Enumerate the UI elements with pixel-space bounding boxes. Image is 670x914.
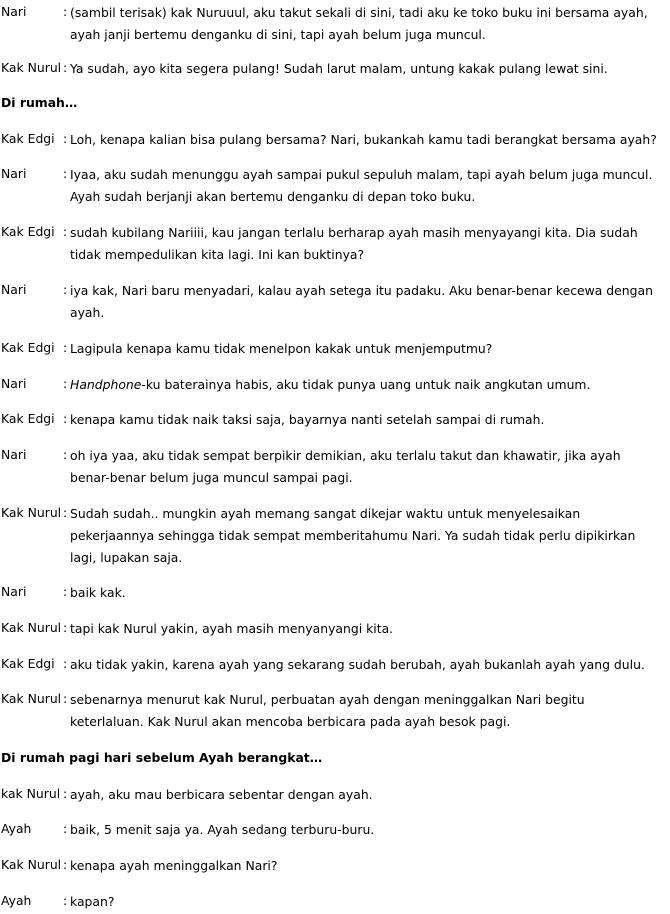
scene-heading: Di rumah… xyxy=(1,95,78,110)
dialogue-line: baik kak. xyxy=(70,585,126,600)
dialogue-text xyxy=(70,222,666,266)
dialogue-line: ayah janji bertemu denganku di sini, tapi ayah belum juga muncul. xyxy=(70,27,486,42)
dialogue-line: Ya sudah, ayo kita segera pulang! Sudah larut malam, untung kakak pulang lewat sini. xyxy=(70,61,608,76)
colon: : xyxy=(63,340,68,355)
dialogue-line: Lagipula kenapa kamu tidak menelpon kakak untuk menjemputmu? xyxy=(70,341,493,356)
speaker-name: Nari xyxy=(1,4,27,19)
speaker-name: Nari xyxy=(1,584,27,599)
colon: : xyxy=(63,4,68,19)
dialogue-text xyxy=(70,2,666,46)
dialogue-line: oh iya yaa, aku tidak sempat berpikir demikian, aku terlalu takut dan khawatir, jika ayah xyxy=(70,448,621,463)
dialogue-text xyxy=(70,582,666,604)
dialogue-text xyxy=(70,338,666,360)
dialogue-text xyxy=(70,855,666,877)
speaker-name: Kak Nurul xyxy=(1,857,62,872)
dialogue-line: (sambil terisak) kak Nuruuul, aku takut sekali di sini, tadi aku ke toko buku ini bersama ayah, xyxy=(70,5,648,20)
speaker-name: kak Nurul xyxy=(1,786,61,801)
dialogue-line: kapan? xyxy=(70,894,115,909)
speaker-name: Kak Edgi xyxy=(1,656,55,671)
speaker-name: Kak Nurul xyxy=(1,691,62,706)
colon: : xyxy=(63,584,68,599)
dialogue-text xyxy=(70,374,666,396)
dialogue-line: Loh, kenapa kalian bisa pulang bersama? Nari, bukankah kamu tadi berangkat bersama ayah? xyxy=(70,132,657,147)
dialogue-text xyxy=(70,819,666,841)
dialogue-text xyxy=(70,784,666,806)
dialogue-line: tidak mempedulikan kita lagi. Ini kan buktinya? xyxy=(70,247,365,262)
italic-word: Handphone xyxy=(70,377,142,392)
speaker-name: Kak Edgi xyxy=(1,224,55,239)
colon: : xyxy=(63,166,68,181)
dialogue-line: sudah kubilang Nariiii, kau jangan terlalu berharap ayah masih menyayangi kita. Dia sudah xyxy=(70,225,638,240)
colon: : xyxy=(63,893,68,908)
colon: : xyxy=(63,376,68,391)
speaker-name: Ayah xyxy=(1,821,32,836)
dialogue-line: lagi, lupakan saja. xyxy=(70,550,183,565)
speaker-name: Nari xyxy=(1,282,27,297)
speaker-name: Kak Edgi xyxy=(1,340,55,355)
dialogue-line-rest: -ku baterainya habis, aku tidak punya uang untuk naik angkutan umum. xyxy=(141,377,591,392)
dialogue-text xyxy=(70,409,666,431)
speaker-name: Kak Edgi xyxy=(1,411,55,426)
dialogue-line: Ayah sudah berjanji akan bertemu denganku di depan toko buku. xyxy=(70,189,476,204)
scene-heading: Di rumah pagi hari sebelum Ayah berangkat… xyxy=(1,750,323,765)
dialogue-line: pekerjaannya sehingga tidak sempat memberitahumu Nari. Ya sudah tidak perlu dipikirkan xyxy=(70,528,636,543)
dialogue-line: Iyaa, aku sudah menunggu ayah sampai pukul sepuluh malam, tapi ayah belum juga muncul. xyxy=(70,167,653,182)
colon: : xyxy=(63,447,68,462)
dialogue-text xyxy=(70,58,666,80)
colon: : xyxy=(63,505,68,520)
dialogue-line: sebenarnya menurut kak Nurul, perbuatan ayah dengan meninggalkan Nari begitu xyxy=(70,692,585,707)
dialogue-text xyxy=(70,164,666,208)
speaker-name: Kak Nurul xyxy=(1,505,62,520)
speaker-name: Nari xyxy=(1,166,27,181)
colon: : xyxy=(63,656,68,671)
colon: : xyxy=(63,821,68,836)
colon: : xyxy=(63,411,68,426)
colon: : xyxy=(63,224,68,239)
dialogue-line: ayah, aku mau berbicara sebentar dengan ayah. xyxy=(70,787,373,802)
dialogue-line: kenapa ayah meninggalkan Nari? xyxy=(70,858,278,873)
dialogue-line: Sudah sudah.. mungkin ayah memang sangat dikejar waktu untuk menyelesaikan xyxy=(70,506,581,521)
dialogue-line: aku tidak yakin, karena ayah yang sekarang sudah berubah, ayah bukanlah ayah yang dulu. xyxy=(70,657,645,672)
dialogue-text xyxy=(70,891,666,913)
dialogue-text xyxy=(70,445,666,489)
colon: : xyxy=(63,282,68,297)
speaker-name: Kak Nurul xyxy=(1,620,62,635)
colon: : xyxy=(63,60,68,75)
dialogue-line: ayah. xyxy=(70,305,105,320)
colon: : xyxy=(63,131,68,146)
dialogue-text xyxy=(70,280,666,324)
dialogue-line: baik, 5 menit saja ya. Ayah sedang terburu-buru. xyxy=(70,822,375,837)
dialogue-line: kenapa kamu tidak naik taksi saja, bayarnya nanti setelah sampai di rumah. xyxy=(70,412,545,427)
speaker-name: Nari xyxy=(1,376,27,391)
colon: : xyxy=(63,691,68,706)
dialogue-text xyxy=(70,618,666,640)
colon: : xyxy=(63,620,68,635)
dialogue-text xyxy=(70,654,666,676)
dialogue-line: tapi kak Nurul yakin, ayah masih menyanyangi kita. xyxy=(70,621,394,636)
speaker-name: Kak Nurul xyxy=(1,60,62,75)
dialogue-line: benar-benar belum juga muncul sampai pagi. xyxy=(70,470,353,485)
dialogue-line: iya kak, Nari baru menyadari, kalau ayah setega itu padaku. Aku benar-benar kecewa dengan xyxy=(70,283,653,298)
speaker-name: Ayah xyxy=(1,893,32,908)
dialogue-text xyxy=(70,503,666,569)
dialogue-line: keterlaluan. Kak Nurul akan mencoba berbicara pada ayah besok pagi. xyxy=(70,714,511,729)
dialogue-text xyxy=(70,689,666,733)
speaker-name: Nari xyxy=(1,447,27,462)
colon: : xyxy=(63,857,68,872)
dialogue-line xyxy=(70,374,666,396)
speaker-name: Kak Edgi xyxy=(1,131,55,146)
colon: : xyxy=(63,786,68,801)
dialogue-text xyxy=(70,129,666,151)
